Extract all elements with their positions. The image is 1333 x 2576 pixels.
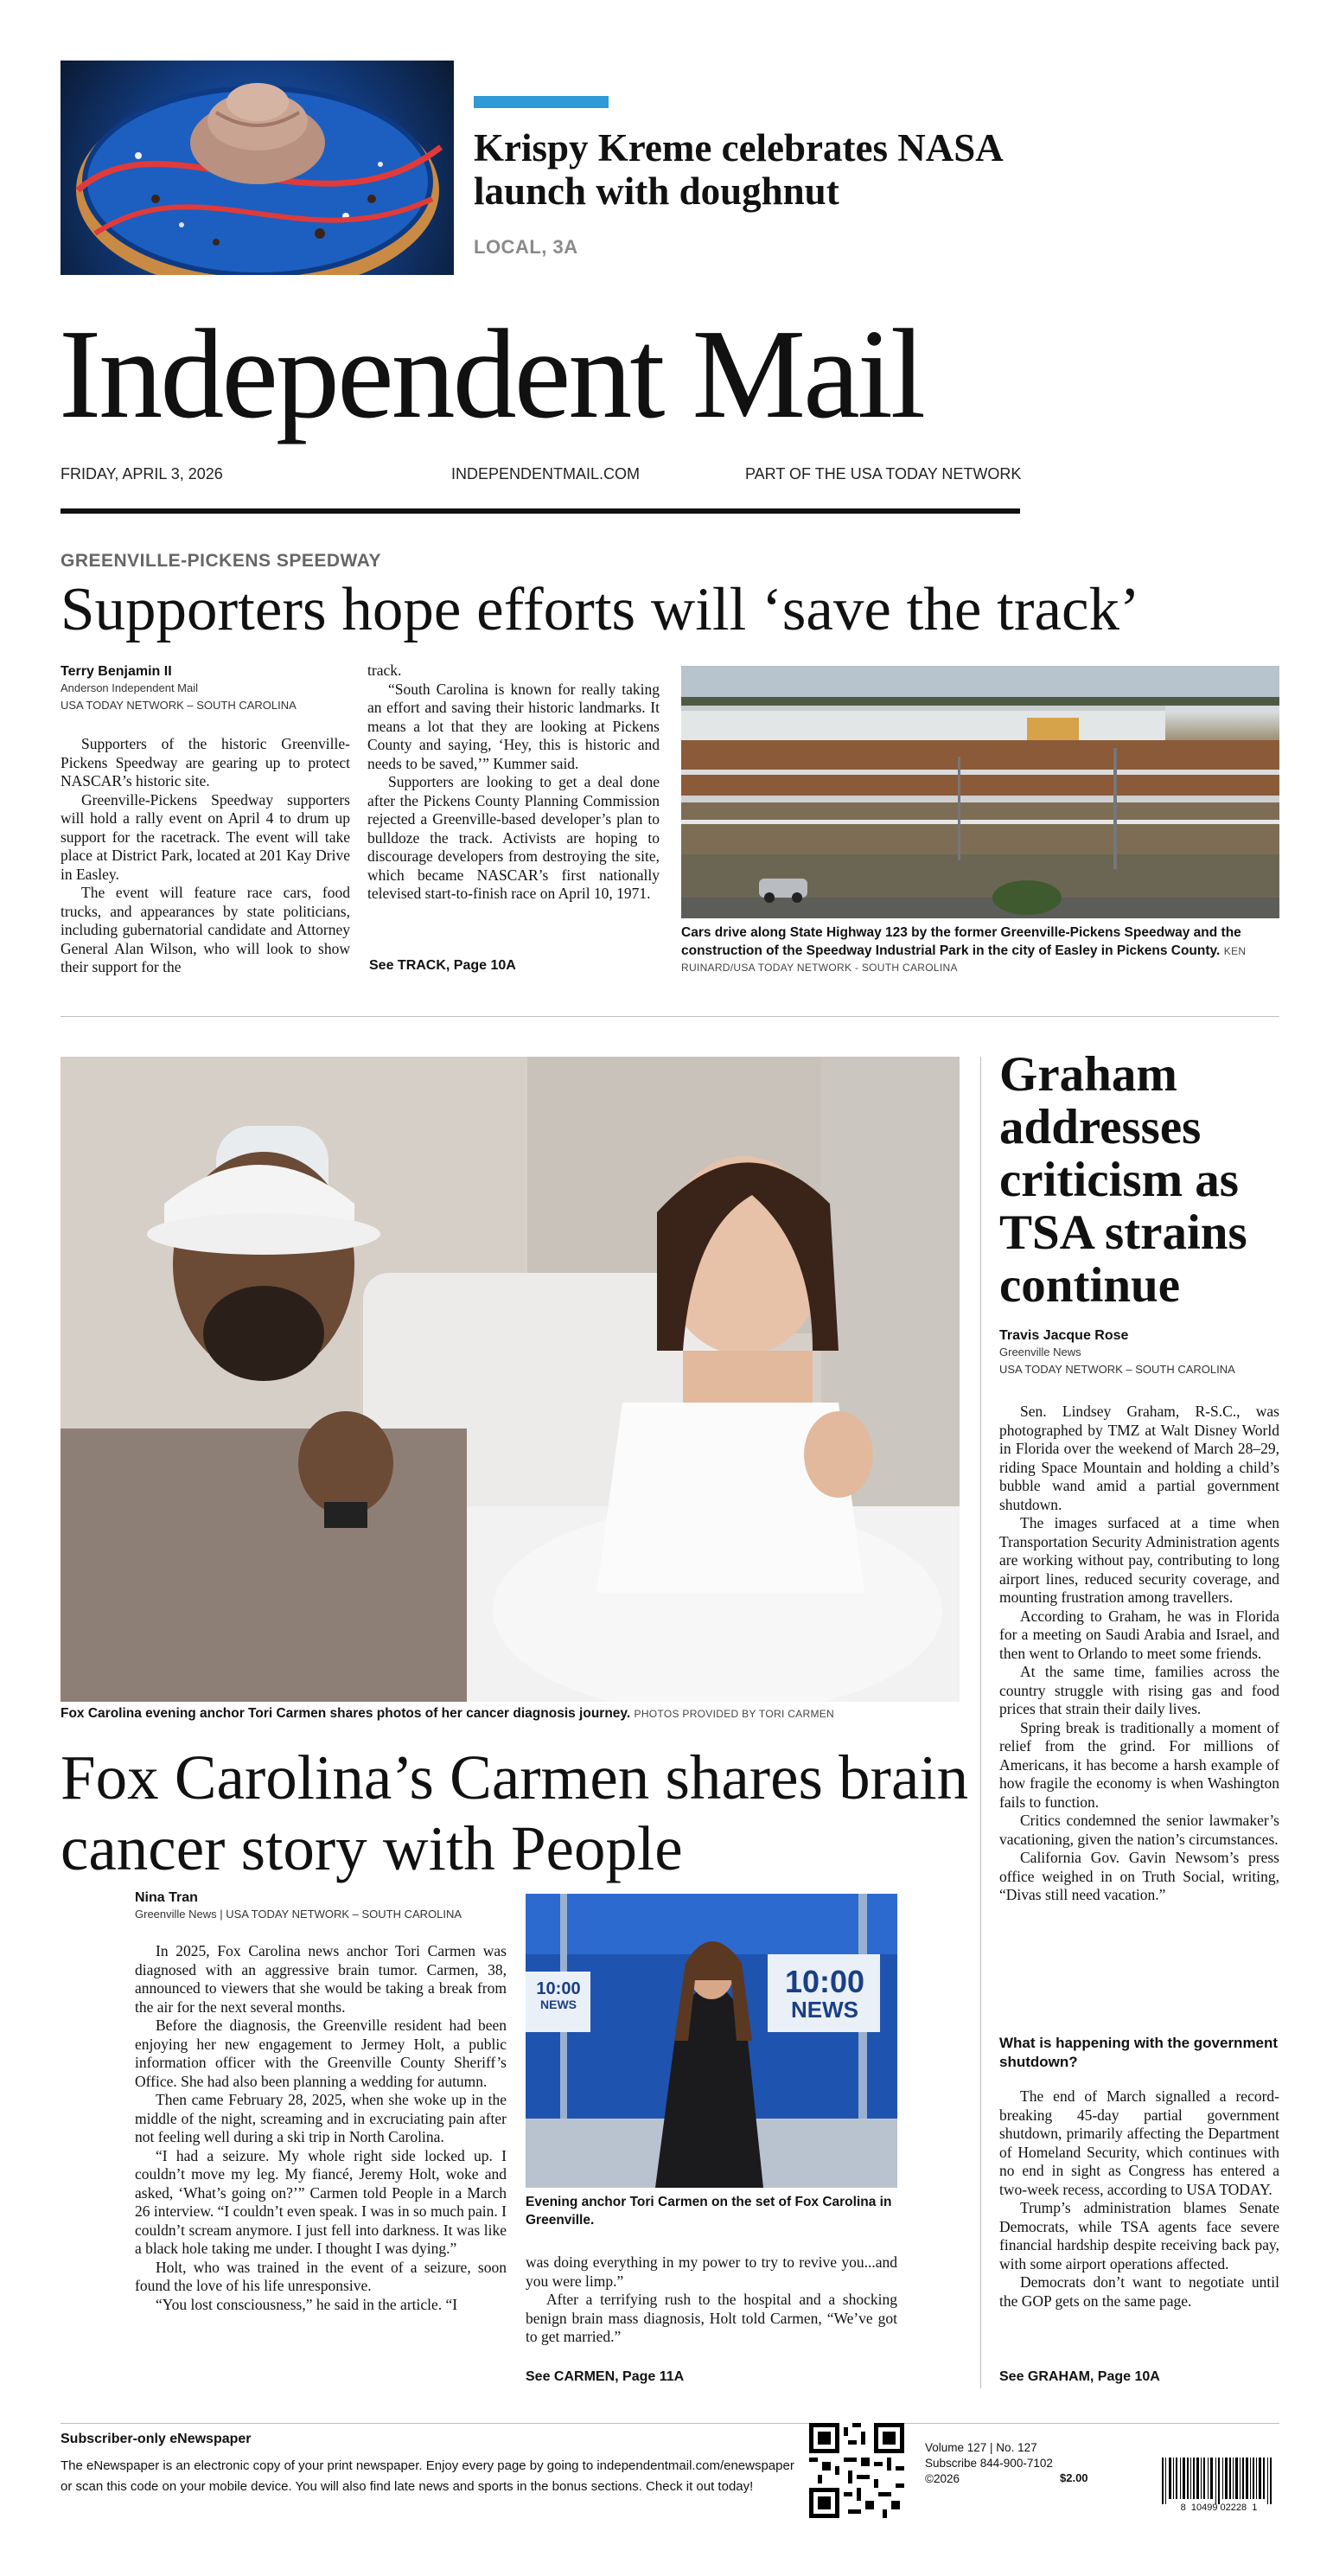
network-label: PART OF THE USA TODAY NETWORK xyxy=(745,465,1022,483)
speedway-photo xyxy=(681,666,1279,918)
copyright: ©2026 xyxy=(925,2472,960,2485)
carmen-byline-name: Nina Tran xyxy=(135,1890,198,1905)
masthead-rule xyxy=(61,508,1020,514)
track-byline-name: Terry Benjamin II xyxy=(61,664,172,679)
price: $2.00 xyxy=(1060,2471,1088,2484)
footer-divider xyxy=(61,2423,1279,2424)
track-byline xyxy=(61,664,354,714)
track-byline-network: USA TODAY NETWORK – SOUTH CAROLINA xyxy=(61,699,297,712)
enewspaper-text: The eNewspaper is an electronic copy of your print newspaper. Enjoy every page by going to independentmail.com/enewspaper or scan this code on your mobile device. You will also find late news and sports in the bonus sections. Check it out today! xyxy=(61,2458,794,2494)
issue-date: FRIDAY, APRIL 3, 2026 xyxy=(61,465,223,483)
enewspaper-title: Subscriber-only eNewspaper xyxy=(61,2432,252,2446)
carmen-byline xyxy=(135,1890,507,1923)
barcode-number: 8 10499 02228 1 xyxy=(1180,2502,1258,2513)
carmen-studio-photo xyxy=(526,1894,897,2188)
graham-jump-link[interactable]: See GRAHAM, Page 10A xyxy=(999,2369,1160,2384)
track-jump-link[interactable]: See TRACK, Page 10A xyxy=(369,958,516,973)
track-headline[interactable]: Supporters hope efforts will ‘save the track’ xyxy=(61,576,1140,643)
carmen-paragraph: In 2025, Fox Carolina news anchor Tori Carmen was diagnosed with an aggressive brain tumor. Carmen, 38, announced to viewers that she would be taking a break from the air for the next several months. xyxy=(135,1942,507,2016)
carmen-photo-caption xyxy=(61,1706,960,1722)
graham-byline-name: Travis Jacque Rose xyxy=(999,1328,1129,1343)
graham-subhead: What is happening with the government shutdown? xyxy=(999,2035,1279,2070)
carmen-byline-org: Greenville News | USA TODAY NETWORK – SOUTH CAROLINA xyxy=(135,1908,462,1921)
carmen-paragraph: “You lost consciousness,” he said in the article. “I xyxy=(156,2295,458,2313)
track-photo-caption xyxy=(681,924,1286,975)
news-logo-small-time: 10:00 xyxy=(536,1979,581,1998)
news-logo-small-word: NEWS xyxy=(540,1998,577,2011)
barcode-graphic xyxy=(1158,2458,1279,2504)
promo-section-label[interactable]: LOCAL, 3A xyxy=(474,236,578,258)
site-url[interactable]: INDEPENDENTMAIL.COM xyxy=(451,465,641,483)
graham-paragraph: According to Graham, he was in Florida for a meeting on Saudi Arabia and Israel, and then went to Orlando to meet some friends. xyxy=(999,1607,1279,1662)
carmen-inset-caption: Evening anchor Tori Carmen on the set of Fox Carolina in Greenville. xyxy=(526,2195,892,2228)
graham-paragraph: At the same time, families across the country struggle with rising gas and food prices that strain their daily lives. xyxy=(999,1663,1279,1717)
track-paragraph: “South Carolina is known for really taking an effort and saving their historic landmarks. It means a lot that they are looking at Pickens County and saying, ‘Hey, this is historic and needs to be saved,’” Kummer said. xyxy=(367,680,660,772)
qr-code-graphic xyxy=(809,2423,904,2518)
carmen-column-2 xyxy=(526,2253,897,2347)
carmen-paragraph: After a terrifying rush to the hospital and a shocking benign brain mass diagnosis, Holt told Carmen, “We’ve got to get married.” xyxy=(526,2291,897,2345)
barcode-icon xyxy=(1158,2458,1279,2516)
speedway-scene xyxy=(681,666,1279,918)
track-column-1 xyxy=(61,735,350,977)
subscribe-phone: Subscribe 844-900-7102 xyxy=(925,2457,1053,2470)
news-set-scene xyxy=(526,1894,897,2188)
column-divider xyxy=(980,1057,981,2388)
track-paragraph: Supporters of the historic Greenville-Pickens Speedway are gearing up to protect NASCAR’s historic site. xyxy=(61,735,350,789)
hospital-selfie-scene xyxy=(61,1057,960,1702)
promo-accent-bar xyxy=(474,96,609,108)
carmen-caption-text: Fox Carolina evening anchor Tori Carmen shares photos of her cancer diagnosis journey. xyxy=(61,1706,631,1721)
masthead-title: Independent Mail xyxy=(59,304,923,445)
doughnut-illustration xyxy=(61,61,454,275)
graham-byline-network: USA TODAY NETWORK – SOUTH CAROLINA xyxy=(999,1363,1235,1376)
graham-column-2 xyxy=(999,2087,1279,2311)
graham-headline[interactable]: Graham addresses criticism as TSA strains continue xyxy=(999,1047,1247,1313)
graham-paragraph: Democrats don’t want to negotiate until the GOP gets on the same page. xyxy=(999,2273,1279,2310)
graham-paragraph: Sen. Lindsey Graham, R-S.C., was photographed by TMZ at Walt Disney World in Florida over the weekend of March 28–29, riding Space Mountain and holding a child’s bubble wand amid a partial government shutdown. xyxy=(999,1403,1279,1513)
carmen-column-1 xyxy=(135,1942,507,2314)
news-logo-small xyxy=(531,1980,586,2011)
carmen-paragraph: Holt, who was trained in the event of a seizure, soon found the love of his life unresponsive. xyxy=(135,2258,507,2294)
carmen-paragraph: Then came February 28, 2025, when she woke up in the middle of the night, screaming and in excruciating pain after not feeling well during a ski trip in North Carolina. xyxy=(135,2091,507,2145)
track-caption-text: Cars drive along State Highway 123 by the former Greenville-Pickens Speedway and the construction of the Speedway Industrial Park in the city of Easley in Pickens County. xyxy=(681,925,1241,958)
section-divider xyxy=(61,1016,1279,1017)
carmen-hospital-photo xyxy=(61,1057,960,1702)
carmen-paragraph: Before the diagnosis, the Greenville resident had been enjoying her new engagement to Jermey Holt, a public information officer with the Greenville County Sheriff’s Office. She had also been planning a wedding for autumn. xyxy=(135,2017,507,2090)
graham-paragraph: Spring break is traditionally a moment of relief from the grind. For millions of Americans, it has become a harsh example of how fragile the economy is when Washington fails to function. xyxy=(999,1718,1279,1811)
carmen-jump-link[interactable]: See CARMEN, Page 11A xyxy=(526,2369,685,2384)
carmen-paragraph: was doing everything in my power to try to revive you...and you were limp.” xyxy=(526,2253,897,2290)
graham-column xyxy=(999,1403,1279,1905)
graham-paragraph: Trump’s administration blames Senate Democrats, while TSA agents face severe financial hardship despite receiving back pay, with some airport operations affected. xyxy=(999,2199,1279,2272)
news-logo-word: NEWS xyxy=(791,1997,858,2023)
track-paragraph: track. xyxy=(367,662,402,679)
graham-byline xyxy=(999,1328,1285,1378)
news-logo-large xyxy=(778,1966,871,2022)
track-photo-credit: KEN RUINARD/USA TODAY NETWORK - SOUTH CAROLINA xyxy=(681,945,1247,974)
graham-paragraph: California Gov. Gavin Newsom’s press office weighed in on Truth Social, writing, “Divas still need vacation.” xyxy=(999,1849,1279,1903)
carmen-paragraph: “I had a seizure. My whole right side locked up. I couldn’t move my leg. My fiancé, Jeremy Holt, woke and asked, ‘What’s going on?’” Carmen told People in a March 26 interview. “I couldn’t even speak. I was in so much pain. I couldn’t scream anymore. I just fell into darkness. It was like a black hole taking me under. I thought I was dying.” xyxy=(135,2146,507,2257)
track-paragraph: Supporters are looking to get a deal done after the Pickens County Planning Commission rejected a Greenville-based developer’s plan to bulldoze the track. Activists are hoping to discourage developers from destroying the site, which became NASCAR’s first nationally televised start-to-finish race on April 10, 1971. xyxy=(367,773,660,902)
doughnut-photo xyxy=(61,61,454,275)
graham-paragraph: The images surfaced at a time when Transportation Security Administration agents are working without pay, contributing to long airport lines, reduced security coverage, and mounting frustration among travellers. xyxy=(999,1514,1279,1606)
graham-paragraph: Critics condemned the senior lawmaker’s vacationing, given the nation’s circumstances. xyxy=(999,1812,1279,1848)
qr-code-icon[interactable] xyxy=(809,2423,904,2518)
track-column-2 xyxy=(367,662,660,904)
track-paragraph: The event will feature race cars, food trucks, and appearances by state politicians, including gubernatorial candidate and Attorney General Alan Wilson, who will look to show their support for the xyxy=(61,884,350,975)
graham-byline-org: Greenville News xyxy=(999,1346,1081,1358)
carmen-headline[interactable]: Fox Carolina’s Carmen shares brain cancer story with People xyxy=(61,1742,969,1883)
issue-info xyxy=(925,2440,1053,2487)
track-paragraph: Greenville-Pickens Speedway supporters will hold a rally event on April 4 to drum up support for the racetrack. The event will take place at District Park, located at 201 Kay Drive in Easley. xyxy=(61,790,350,883)
promo-headline[interactable]: Krispy Kreme celebrates NASA launch with doughnut xyxy=(474,126,1002,213)
graham-paragraph: The end of March signalled a record-breaking 45-day partial government shutdown, primarily affecting the Department of Homeland Security, which continues with no end in sight as Congress has entered a two-week recess, according to USA TODAY. xyxy=(999,2087,1279,2198)
volume-number: Volume 127 | No. 127 xyxy=(925,2441,1037,2454)
news-logo-time: 10:00 xyxy=(784,1964,865,1999)
track-kicker: GREENVILLE-PICKENS SPEEDWAY xyxy=(61,551,381,571)
track-byline-org: Anderson Independent Mail xyxy=(61,681,199,694)
carmen-photo-credit: PHOTOS PROVIDED BY TORI CARMEN xyxy=(634,1708,835,1720)
